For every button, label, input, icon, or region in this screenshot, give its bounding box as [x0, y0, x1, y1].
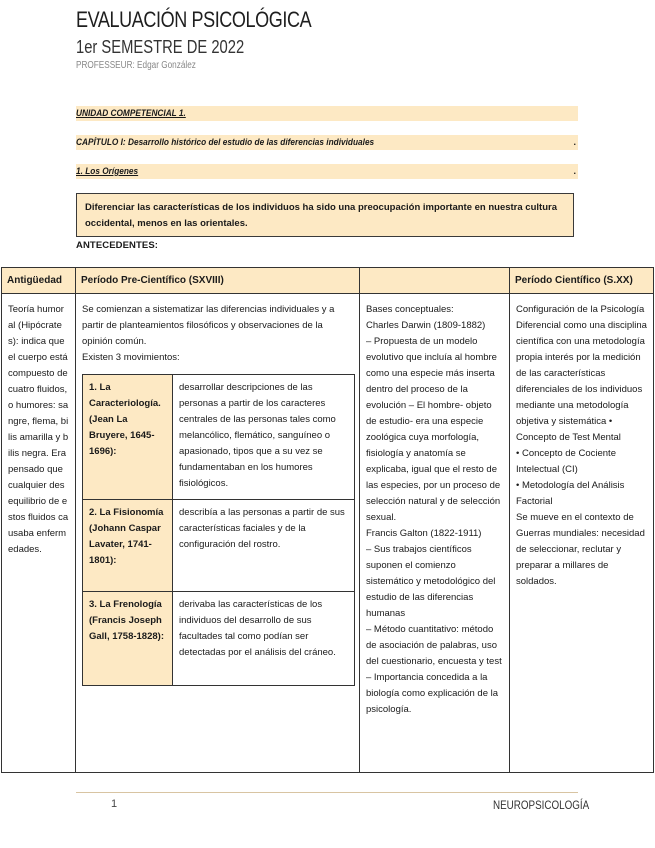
header-antiguedad: Antigüedad — [2, 268, 76, 294]
cientifico-para-4: Se mueve en el contexto de Guerras mundiales: necesidad de seleccionar, reclutar y preparar a millares de soldados. — [516, 512, 645, 587]
movement-name: 3. La Frenología (Francis Joseph Gall, 1758-1828): — [83, 592, 173, 686]
table-row — [83, 375, 355, 500]
section-dot: . — [573, 166, 576, 176]
document-title: EVALUACIÓN PSICOLÓGICA — [76, 7, 312, 32]
movement-desc: describía a las personas a partir de sus características faciales y de la configuración del rostro. — [173, 500, 355, 592]
history-table — [1, 267, 654, 773]
table-row — [83, 500, 355, 592]
semester-subtitle: 1er SEMESTRE DE 2022 — [76, 37, 245, 57]
bases-cell — [360, 294, 510, 773]
table-row — [83, 592, 355, 686]
galton-desc-3: – Importancia concedida a la biología como explicación de la psicología. — [366, 672, 499, 715]
table-row — [2, 294, 654, 773]
cientifico-para-2: • Concepto de Cociente Intelectual (CI) — [516, 448, 616, 475]
antecedentes-label: ANTECEDENTES: — [76, 240, 159, 251]
unit-band — [76, 106, 578, 121]
cientifico-cell — [510, 294, 654, 773]
page-number: 1 — [111, 798, 118, 810]
movements-table — [82, 374, 355, 686]
galton-name: Francis Galton (1822-1911) — [366, 528, 482, 539]
antiguedad-cell: Teoría humoral (Hipócrates): indica que el cuerpo está compuesto de cuatro fluidos, o humores: sangre, flema, bilis amarilla y bilis negra. Era pensado que cualquier desequilibrio de estos fluidos causaba enfermedades. — [2, 294, 76, 773]
darwin-name: Charles Darwin (1809-1882) — [366, 320, 486, 331]
section-band — [76, 164, 578, 179]
professor-line: PROFESSEUR: Edgar González — [76, 60, 196, 71]
darwin-desc: – Propuesta de un modelo evolutivo que incluía al hombre como una especie más inserta dentro del proceso de la evolución – El hombre- objeto de estudio- era una especie zoológica cuya morfología, fisiología y anatomía se explicaba, igual que el resto de las especies, por un proceso de selección natural y de selección sexual. — [366, 336, 501, 523]
galton-desc-2: – Método cuantitativo: método de asociación de palabras, uso del cuestionario, encuesta y test — [366, 624, 502, 667]
cientifico-para-1: Configuración de la Psicología Diferencial como una disciplina científica con una metodología propia interés por la medición de las características diferenciales de los individuos mediante una metodología objetiva y sistemática • Concepto de Test Mental — [516, 304, 647, 443]
footer-label: NEUROPSICOLOGÍA — [493, 798, 590, 812]
movement-name: 1. La Caracteriología. (Jean La Bruyere, 1645-1696): — [83, 375, 173, 500]
chapter-prefix: CAPÍTULO I: — [76, 137, 126, 147]
chapter-band — [76, 135, 578, 150]
section-heading: 1. Los Orígenes — [76, 166, 139, 176]
chapter-title: Desarrollo histórico del estudio de las diferencias individuales — [125, 137, 375, 147]
movement-desc: desarrollar descripciones de las personas a partir de los caracteres centrales de las personas tales como melancólico, flemático, sanguíneo o apasionado, tipos que a su vez se fundamentaban en los humores fisiológicos. — [173, 375, 355, 500]
unit-heading: UNIDAD COMPETENCIAL 1. — [76, 108, 186, 118]
table-header-row — [2, 268, 654, 294]
galton-desc-1: – Sus trabajos científicos suponen el comienzo sistemático y metodológico del estudio de las diferencias humanas — [366, 544, 496, 619]
cientifico-para-3: • Metodología del Análisis Factorial — [516, 480, 625, 507]
movements-label: Existen 3 movimientos: — [82, 352, 180, 363]
chapter-dot: . — [573, 137, 576, 147]
objective-callout: Diferenciar las características de los individuos ha sido una preocupación importante en nuestra cultura occidental, menos en las orientales. — [76, 193, 574, 237]
movement-desc: derivaba las características de los individuos del desarrollo de sus facultades tal como podían ser detectadas por el análisis del cráneo. — [173, 592, 355, 686]
bases-heading: Bases conceptuales: — [366, 304, 454, 315]
intro-text: Se comienzan a sistematizar las diferencias individuales y a partir de planteamientos filosóficos y observaciones de la opinión común. — [82, 304, 335, 347]
header-cientifico: Período Científico (S.XX) — [510, 268, 654, 294]
header-blank — [360, 268, 510, 294]
precientifico-cell — [76, 294, 360, 773]
precientifico-intro — [82, 302, 353, 366]
footer-divider — [76, 792, 578, 793]
movement-name: 2. La Fisionomía (Johann Caspar Lavater, 1741-1801): — [83, 500, 173, 592]
header-precientifico: Período Pre-Científico (SXVIII) — [76, 268, 360, 294]
